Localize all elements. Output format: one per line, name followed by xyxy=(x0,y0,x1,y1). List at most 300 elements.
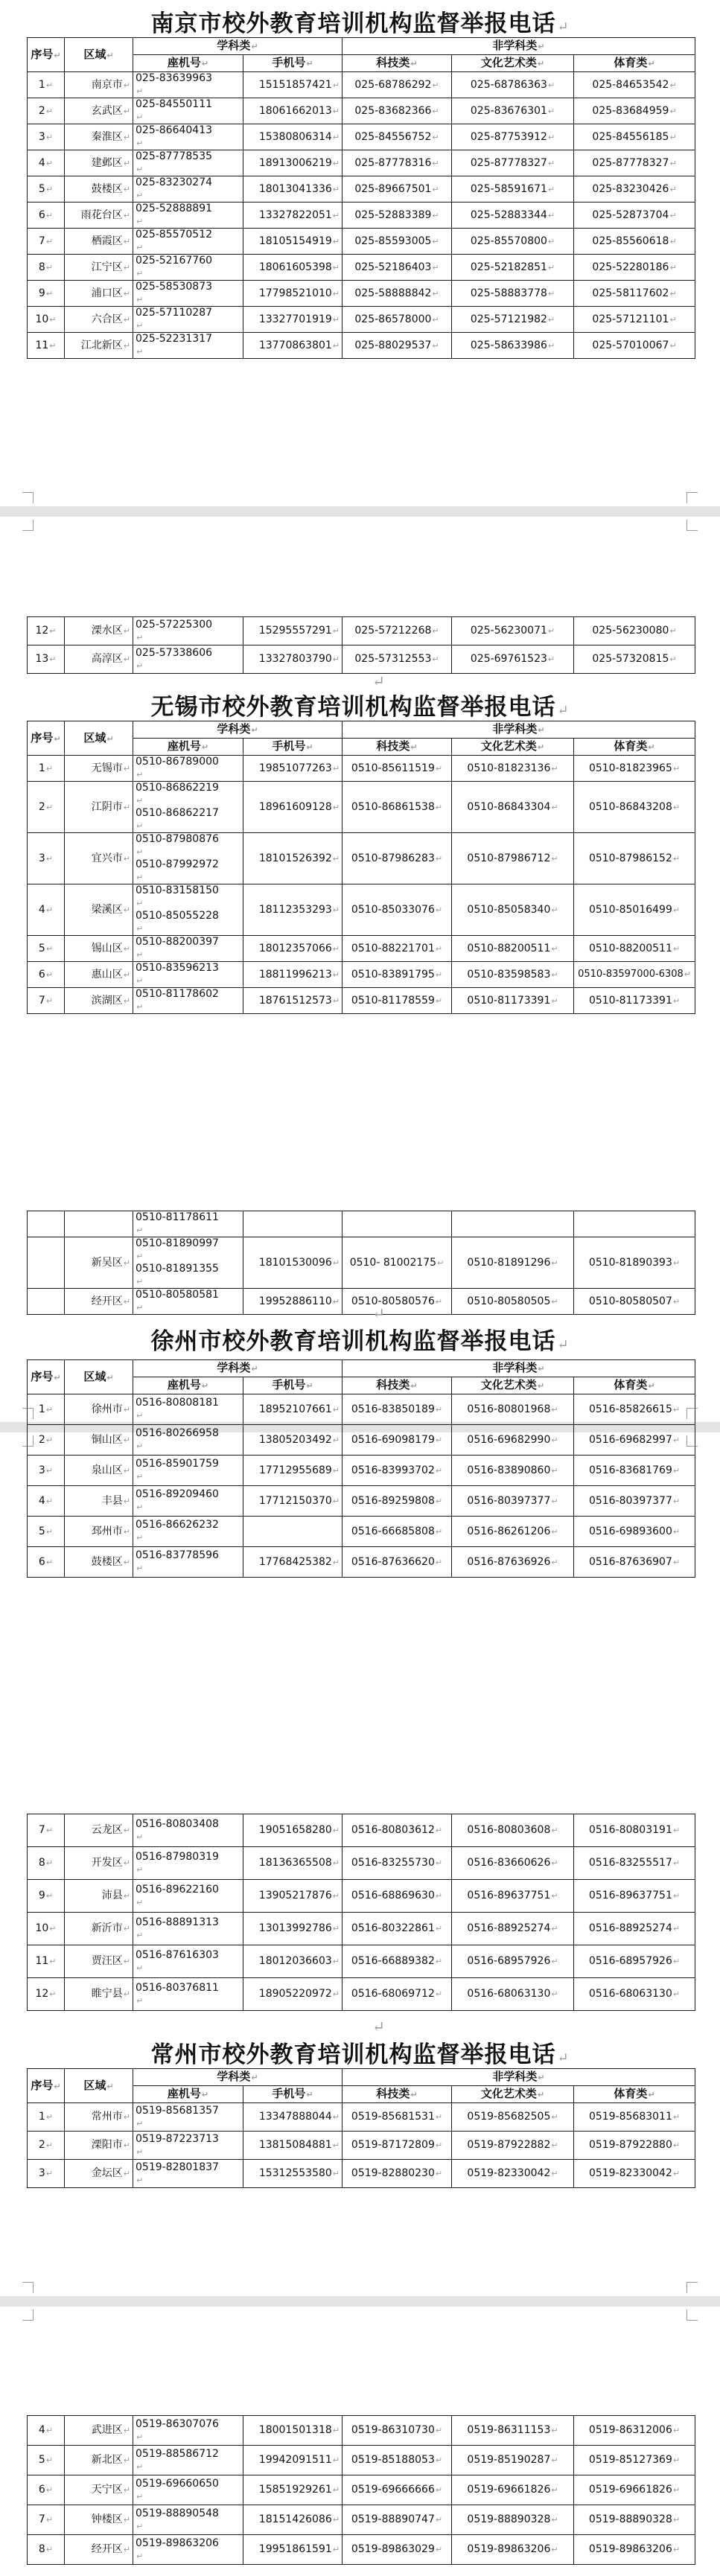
cell-end-mark: ↵ xyxy=(332,288,340,299)
cell-text: 5 xyxy=(38,2454,45,2466)
cell-text: 025-86578000 xyxy=(354,313,432,325)
cell-text: 025-68786292 xyxy=(354,78,432,91)
cell-sports xyxy=(574,281,695,307)
cell-tech xyxy=(343,1486,452,1517)
cell-end-mark: ↵ xyxy=(669,236,677,246)
cell-landline xyxy=(133,1517,243,1547)
cell-district xyxy=(65,176,133,203)
cell-text: 025-68786363 xyxy=(470,78,547,91)
cell-end-mark: ↵ xyxy=(332,995,340,1006)
paragraph-mark: ↵ xyxy=(372,672,385,690)
cell-mobile xyxy=(243,2505,343,2535)
cell-text: 025-85570512 xyxy=(136,229,213,240)
cell-end-mark: ↵ xyxy=(435,2169,443,2178)
table-header-row xyxy=(28,2069,695,2086)
cell-text: 025-89667501 xyxy=(354,182,432,195)
cell-text: 13 xyxy=(35,653,49,665)
cell-end-mark: ↵ xyxy=(54,733,61,744)
cell-tech xyxy=(343,98,452,124)
cell-text: 0510-81173391 xyxy=(467,994,551,1007)
cell-district xyxy=(65,2103,133,2132)
cell-end-mark: ↵ xyxy=(672,943,681,954)
cell-end-mark: ↵ xyxy=(49,314,57,325)
cell-text: 科技类 xyxy=(376,56,410,69)
cell-text: 10 xyxy=(35,1922,49,1934)
cell-end-mark: ↵ xyxy=(123,2169,130,2178)
cell-end-mark: ↵ xyxy=(106,1372,114,1383)
cell-text: 025-88029537 xyxy=(354,339,432,351)
cell-text: 学科类 xyxy=(217,722,251,736)
cell-landline xyxy=(133,833,243,884)
cell-end-mark: ↵ xyxy=(251,725,258,735)
cell-text: 南京市 xyxy=(91,78,123,91)
cell-end-mark: ↵ xyxy=(49,340,57,351)
cell-text: 0510-81891296 xyxy=(467,1256,551,1269)
cell-text: 1 xyxy=(38,2111,45,2123)
table-row xyxy=(28,782,695,833)
table-row xyxy=(28,203,695,229)
cell-end-mark: ↵ xyxy=(435,2515,443,2525)
cell-seq xyxy=(28,1456,65,1486)
cell-mobile xyxy=(243,98,343,124)
cell-tech xyxy=(343,176,452,203)
cell-text: 0510-85016499 xyxy=(588,903,672,916)
cell-end-mark: ↵ xyxy=(332,1858,340,1868)
cell-district xyxy=(65,1913,133,1945)
cell-text: 6 xyxy=(38,1555,45,1568)
cell-text: 7 xyxy=(38,1824,45,1836)
cell-text: 0510-83597000-6308 xyxy=(578,969,684,980)
cell-end-mark: ↵ xyxy=(672,1435,681,1445)
cell-end-mark: ↵ xyxy=(201,742,209,752)
cell-end-mark: ↵ xyxy=(136,1303,144,1313)
cell-text: 0510-86789000 xyxy=(136,756,219,768)
cell-text: 15151857421 xyxy=(258,78,332,91)
cell-landline xyxy=(133,756,243,782)
table-row xyxy=(28,333,695,359)
cell-district xyxy=(65,2416,133,2446)
landline-line xyxy=(136,2537,240,2563)
cell-end-mark: ↵ xyxy=(136,1277,144,1287)
col-header-arts xyxy=(452,55,574,72)
cell-text: 0519-85683011 xyxy=(588,2111,672,2123)
cell-mobile xyxy=(243,617,343,645)
cell-end-mark: ↵ xyxy=(45,2515,54,2525)
cell-text: 0510-86862219 xyxy=(136,782,219,794)
cell-district xyxy=(65,281,133,307)
cell-text: 开发区 xyxy=(91,1857,123,1869)
cell-end-mark: ↵ xyxy=(136,2118,144,2129)
cell-end-mark: ↵ xyxy=(669,80,677,90)
cell-text: 17712955689 xyxy=(258,1464,332,1476)
cell-sports xyxy=(574,176,695,203)
cell-seq xyxy=(28,1847,65,1880)
cell-text: 12 xyxy=(35,1988,49,2000)
cell-district xyxy=(65,1486,133,1517)
cell-text: 3 xyxy=(38,1464,45,1476)
cell-landline xyxy=(133,1211,243,1237)
cell-sports xyxy=(574,2475,695,2505)
cell-text: 沛县 xyxy=(101,1890,123,1901)
cell-end-mark: ↵ xyxy=(136,873,144,882)
cell-end-mark: ↵ xyxy=(435,2545,443,2554)
cell-district xyxy=(65,782,133,833)
cell-end-mark: ↵ xyxy=(123,1891,130,1901)
cell-text: 025-84653542 xyxy=(592,78,669,91)
cell-district xyxy=(65,1880,133,1913)
cell-text: 0510-87986712 xyxy=(467,852,551,864)
cell-text: 序号 xyxy=(31,730,54,745)
landline-line xyxy=(136,1427,240,1453)
cell-district xyxy=(65,255,133,281)
cell-arts xyxy=(452,833,574,884)
cell-landline xyxy=(133,782,243,833)
cell-arts xyxy=(452,1880,574,1913)
cell-text: 贾汪区 xyxy=(91,1955,123,1967)
cell-sports xyxy=(574,645,695,674)
table-row xyxy=(28,1945,695,1978)
cell-end-mark: ↵ xyxy=(123,340,130,351)
cell-end-mark: ↵ xyxy=(551,1826,558,1835)
cell-end-mark: ↵ xyxy=(551,853,558,864)
cell-end-mark: ↵ xyxy=(201,1381,209,1391)
cell-text: 18961609128 xyxy=(258,800,332,813)
cell-text: 梁溪区 xyxy=(91,903,123,916)
cell-text: 18013041336 xyxy=(258,182,332,195)
cell-text: 序号 xyxy=(31,1369,54,1383)
cell-tech xyxy=(343,1547,452,1578)
cell-end-mark: ↵ xyxy=(251,42,258,51)
landline-line xyxy=(136,756,240,781)
cell-sports xyxy=(574,617,695,645)
cell-text: 0516-83681769 xyxy=(588,1464,672,1476)
cell-text: 0516-69682997 xyxy=(588,1433,672,1446)
table-row xyxy=(28,833,695,884)
cell-end-mark: ↵ xyxy=(435,1924,443,1933)
cell-landline xyxy=(133,203,243,229)
cell-text: 025-87778535 xyxy=(136,150,213,162)
cell-text: 0519-82801837 xyxy=(136,2161,219,2173)
cell-text: 0516-80801968 xyxy=(467,1403,551,1415)
cell-text: 025-52883344 xyxy=(470,208,547,221)
cell-seq xyxy=(28,72,65,98)
cell-text: 15295557291 xyxy=(258,625,332,637)
cell-end-mark: ↵ xyxy=(136,1864,144,1875)
cell-text: 18012036603 xyxy=(258,1955,332,1967)
table-row xyxy=(28,988,695,1014)
col-header-arts xyxy=(452,1377,574,1394)
cell-arts xyxy=(452,2160,574,2188)
table-xuzhou-continued xyxy=(27,1814,695,2011)
landline-line xyxy=(136,176,240,202)
cell-text: 0516-68869630 xyxy=(351,1890,435,1901)
cell-text: 徐州市 xyxy=(91,1403,123,1415)
cell-end-mark: ↵ xyxy=(123,158,130,168)
cell-text: 0519-86312006 xyxy=(588,2424,672,2436)
cell-seq xyxy=(28,1289,65,1315)
cell-text: 0510- 81002175 xyxy=(349,1256,437,1269)
cell-district xyxy=(65,1847,133,1880)
cell-end-mark: ↵ xyxy=(136,269,144,278)
cell-text: 18811996213 xyxy=(258,968,332,981)
cell-sports xyxy=(574,124,695,150)
cell-end-mark: ↵ xyxy=(306,742,313,752)
cell-arts xyxy=(452,617,574,645)
cell-end-mark: ↵ xyxy=(538,42,545,51)
cell-mobile xyxy=(243,124,343,150)
cell-landline xyxy=(133,1978,243,2011)
cell-district xyxy=(65,1814,133,1847)
cell-text: 0519-88890328 xyxy=(467,2513,551,2525)
table-header-row xyxy=(28,1360,695,1377)
cell-text: 15380806314 xyxy=(258,130,332,143)
cell-sports xyxy=(574,936,695,962)
cell-text: 0516-88891313 xyxy=(136,1916,219,1928)
cell-end-mark: ↵ xyxy=(45,1496,54,1506)
cell-end-mark: ↵ xyxy=(551,1957,558,1966)
cell-text: 文化艺术类 xyxy=(480,56,537,69)
cell-end-mark: ↵ xyxy=(136,165,144,174)
cell-seq xyxy=(28,2103,65,2132)
cell-tech xyxy=(343,2103,452,2132)
cell-district xyxy=(65,307,133,333)
cell-text: 新北区 xyxy=(91,2454,123,2466)
cell-text: 11 xyxy=(35,1955,49,1967)
cell-arts xyxy=(452,1517,574,1547)
cell-text: 0519-88890548 xyxy=(136,2507,219,2519)
cell-end-mark: ↵ xyxy=(136,2491,144,2502)
cell-text: 0510-83158150 xyxy=(136,884,219,896)
cell-text: 0510-86843208 xyxy=(588,800,672,813)
cell-text: 0510-83596213 xyxy=(136,962,219,974)
cell-text: 025-87753912 xyxy=(470,130,547,143)
cell-end-mark: ↵ xyxy=(136,976,144,986)
cell-text: 025-52167760 xyxy=(136,255,213,267)
cell-end-mark: ↵ xyxy=(332,1826,340,1835)
table-row xyxy=(28,1880,695,1913)
cell-text: 19851077263 xyxy=(258,762,332,774)
cell-text: 025-57121101 xyxy=(592,313,669,325)
landline-line xyxy=(136,910,240,935)
col-header-landline xyxy=(133,739,243,756)
cell-district xyxy=(65,1237,133,1289)
cell-end-mark: ↵ xyxy=(45,2112,54,2122)
cell-text: 025-58888842 xyxy=(354,287,432,299)
cell-text: 3 xyxy=(38,852,45,864)
cell-end-mark: ↵ xyxy=(123,1435,130,1445)
cell-text: 12 xyxy=(35,625,49,637)
cell-end-mark: ↵ xyxy=(672,2455,681,2465)
cell-end-mark: ↵ xyxy=(547,654,555,664)
cell-end-mark: ↵ xyxy=(123,236,130,246)
cell-text: 025-87778327 xyxy=(592,156,669,169)
cell-text: 4 xyxy=(38,1494,45,1507)
cell-end-mark: ↵ xyxy=(332,2169,340,2178)
cell-text: 手机号 xyxy=(272,1378,306,1391)
cell-text: 栖霞区 xyxy=(91,235,123,247)
table-row xyxy=(28,936,695,962)
cell-tech xyxy=(343,1425,452,1456)
cell-end-mark: ↵ xyxy=(136,1225,144,1235)
table-wuxi-continued xyxy=(27,1211,695,1315)
cell-sports xyxy=(574,1880,695,1913)
cell-mobile xyxy=(243,1945,343,1978)
cell-end-mark: ↵ xyxy=(672,802,681,812)
cell-text: 溧水区 xyxy=(91,625,123,637)
cell-text: 0516-69098179 xyxy=(351,1433,435,1446)
table-row xyxy=(28,1978,695,2011)
cell-text: 泉山区 xyxy=(91,1464,123,1476)
table-row xyxy=(28,2446,695,2475)
cell-sports xyxy=(574,2160,695,2188)
cell-text: 025-69761523 xyxy=(470,653,547,665)
cell-mobile xyxy=(243,203,343,229)
cell-end-mark: ↵ xyxy=(547,314,555,325)
cell-landline xyxy=(133,962,243,988)
cell-end-mark: ↵ xyxy=(332,1404,340,1415)
cell-landline xyxy=(133,2103,243,2132)
cell-text: 18061662013 xyxy=(258,104,332,117)
cell-end-mark: ↵ xyxy=(123,626,130,636)
landline-line xyxy=(136,619,240,644)
cell-end-mark: ↵ xyxy=(123,763,130,774)
cell-text: 0510-81891355 xyxy=(136,1263,219,1275)
cell-text: 学科类 xyxy=(217,39,251,52)
cell-tech xyxy=(343,203,452,229)
cell-end-mark: ↵ xyxy=(669,132,677,142)
cell-sports xyxy=(574,1814,695,1847)
cell-end-mark: ↵ xyxy=(672,995,681,1006)
cell-end-mark: ↵ xyxy=(435,1496,443,1506)
cell-end-mark: ↵ xyxy=(54,2081,61,2091)
table-row xyxy=(28,1547,695,1578)
cell-mobile xyxy=(243,1913,343,1945)
cell-end-mark: ↵ xyxy=(136,1563,144,1573)
cell-text: 5 xyxy=(38,182,45,195)
cell-text: 区域 xyxy=(83,730,106,745)
cell-tech xyxy=(343,1237,452,1289)
cell-end-mark: ↵ xyxy=(547,80,555,90)
landline-line xyxy=(136,2105,240,2130)
cell-text: 025-57010067 xyxy=(592,339,669,351)
cell-text: 学科类 xyxy=(217,1361,251,1374)
cell-end-mark: ↵ xyxy=(669,340,677,351)
cell-text: 0510-88200511 xyxy=(588,942,672,954)
landline-line xyxy=(136,98,240,124)
cell-tech xyxy=(343,2416,452,2446)
landline-line xyxy=(136,962,240,987)
cell-district xyxy=(65,1289,133,1315)
cell-end-mark: ↵ xyxy=(435,763,443,774)
cell-mobile xyxy=(243,833,343,884)
cell-text: 0510-81823965 xyxy=(588,762,672,774)
cell-text: 18001501318 xyxy=(258,2424,332,2436)
cell-text: 区域 xyxy=(83,2078,106,2092)
cell-text: 0516-68957926 xyxy=(588,1955,672,1967)
cell-landline xyxy=(133,307,243,333)
cell-arts xyxy=(452,756,574,782)
landline-line xyxy=(136,2448,240,2473)
landline-line xyxy=(136,281,240,306)
landline-line xyxy=(136,1289,240,1314)
cell-end-mark: ↵ xyxy=(45,184,54,194)
cell-text: 025-58633986 xyxy=(470,339,547,351)
cell-seq xyxy=(28,281,65,307)
cell-text: 0516-68063130 xyxy=(588,1988,672,2000)
cell-text: 2 xyxy=(38,1433,45,1446)
cell-seq xyxy=(28,2132,65,2160)
landline-line xyxy=(136,1488,240,1514)
cell-text: 025-83230274 xyxy=(136,176,213,188)
cell-sports xyxy=(574,1394,695,1425)
cell-end-mark: ↵ xyxy=(332,340,340,351)
cell-end-mark: ↵ xyxy=(49,1957,57,1966)
cell-text: 025-84556752 xyxy=(354,130,432,143)
cell-end-mark: ↵ xyxy=(136,847,144,857)
cell-arts xyxy=(452,203,574,229)
table-row xyxy=(28,2505,695,2535)
cell-tech xyxy=(343,2132,452,2160)
cell-end-mark: ↵ xyxy=(136,632,144,643)
cell-tech xyxy=(343,782,452,833)
cell-text: 13815084881 xyxy=(258,2139,332,2151)
paragraph-mark: ↵ xyxy=(372,2018,385,2035)
table-row xyxy=(28,1913,695,1945)
cell-mobile xyxy=(243,2103,343,2132)
cell-end-mark: ↵ xyxy=(123,1526,130,1537)
cell-mobile xyxy=(243,307,343,333)
cell-text: 18112353293 xyxy=(258,903,332,916)
table-row xyxy=(28,1289,695,1315)
cell-end-mark: ↵ xyxy=(136,2461,144,2472)
cell-seq xyxy=(28,1547,65,1578)
cell-mobile xyxy=(243,1880,343,1913)
cell-text: 10 xyxy=(35,313,49,325)
cell-tech xyxy=(343,229,452,255)
cell-end-mark: ↵ xyxy=(123,853,130,864)
cell-text: 秦淮区 xyxy=(91,130,123,143)
cell-text: 0516-80803612 xyxy=(351,1824,435,1836)
cell-text: 0519-87223713 xyxy=(136,2132,219,2145)
cell-tech xyxy=(343,307,452,333)
cell-end-mark: ↵ xyxy=(136,924,144,934)
cell-arts xyxy=(452,1237,574,1289)
landline-line xyxy=(136,1851,240,1876)
cell-end-mark: ↵ xyxy=(332,2426,340,2435)
cell-tech xyxy=(343,756,452,782)
cell-text: 0516-80803191 xyxy=(588,1824,672,1836)
cell-sports xyxy=(574,2505,695,2535)
cell-text: 江阴市 xyxy=(91,800,123,813)
cell-district xyxy=(65,1978,133,2011)
col-header-subject xyxy=(133,38,343,55)
cell-tech xyxy=(343,2505,452,2535)
cell-text: 0516-86626232 xyxy=(136,1519,219,1531)
cell-text: 0510-83598583 xyxy=(467,968,551,981)
cell-end-mark: ↵ xyxy=(123,1557,130,1567)
cell-text: 4 xyxy=(38,2424,45,2436)
cell-text: 非学科类 xyxy=(492,722,538,736)
cell-text: 0516-83778596 xyxy=(136,1549,219,1561)
cell-tech xyxy=(343,72,452,98)
cell-text: 0519-89863029 xyxy=(351,2543,435,2555)
table-row xyxy=(28,1237,695,1289)
table-row xyxy=(28,2475,695,2505)
cell-seq xyxy=(28,1425,65,1456)
cell-text: 无锡市 xyxy=(91,762,123,774)
cell-tech xyxy=(343,645,452,674)
cell-text: 13905217876 xyxy=(258,1890,332,1901)
